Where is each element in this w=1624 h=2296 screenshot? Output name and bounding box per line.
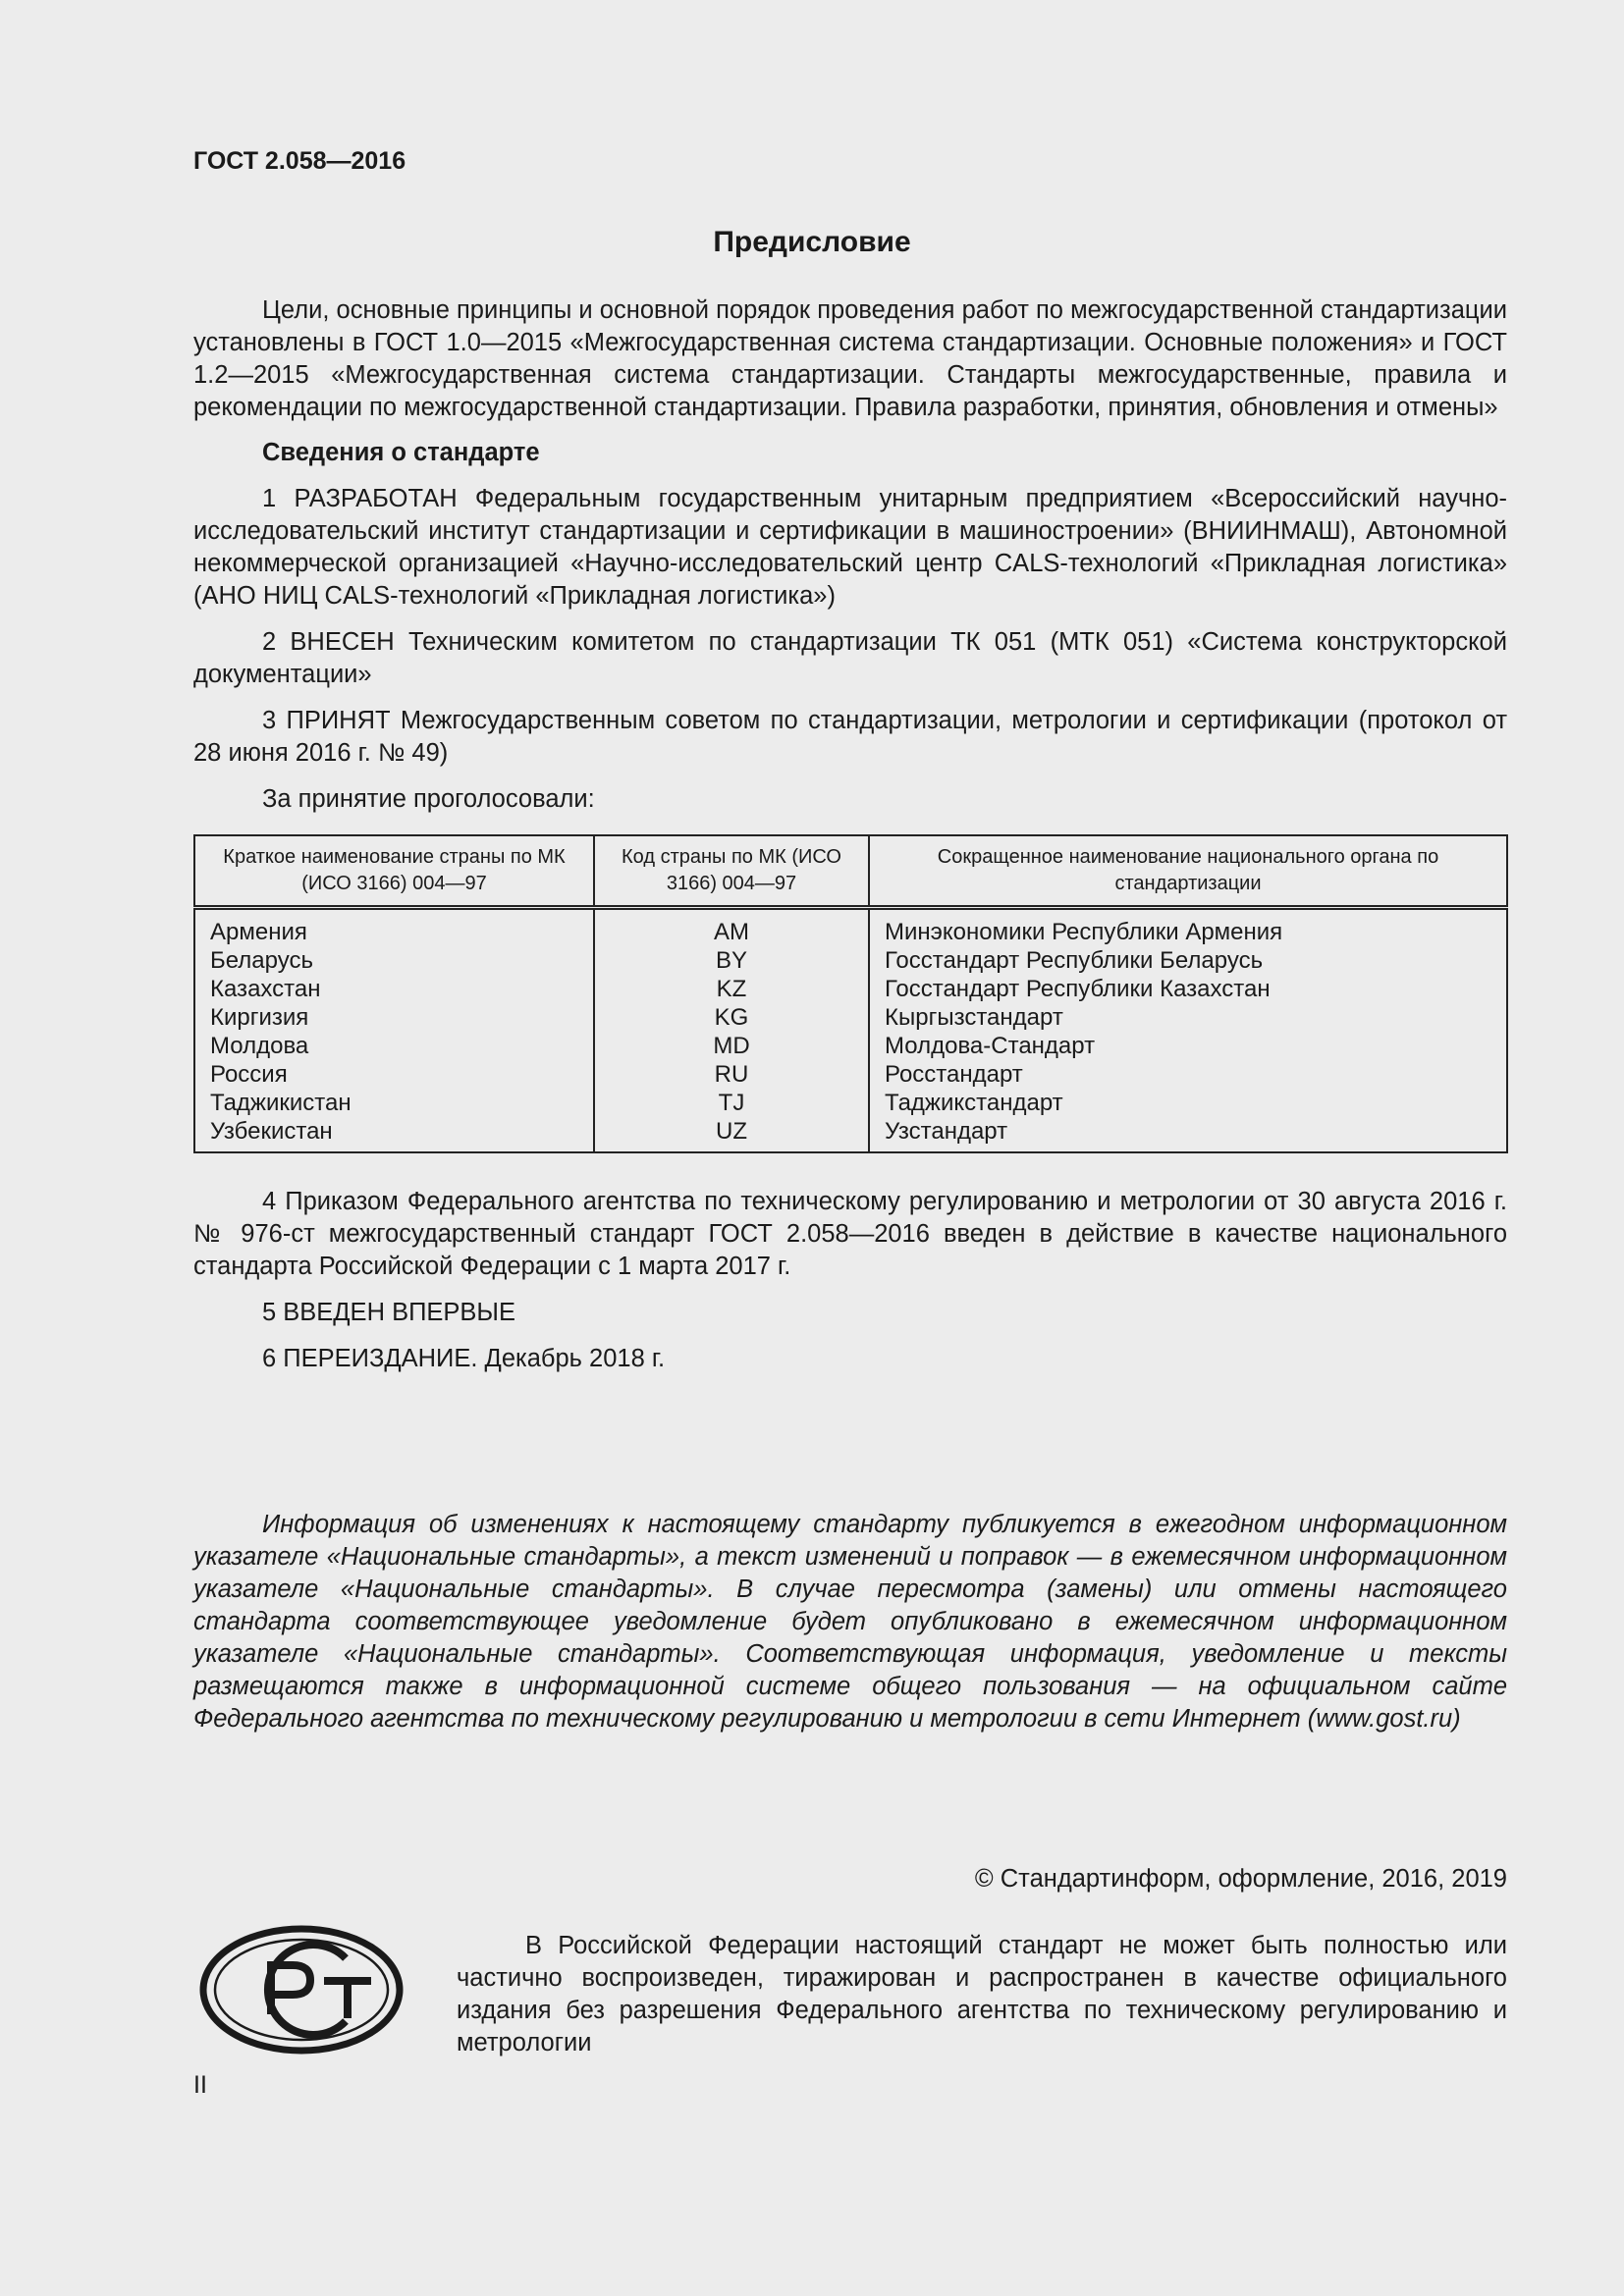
table-header-row: [194, 835, 1507, 908]
document-body: [193, 294, 1507, 1375]
national-body: Кыргызстандарт: [869, 1003, 1507, 1032]
header-country-code: Код страны по МК (ИСО 3166) 004—97: [594, 835, 869, 908]
table-row: [194, 1060, 1507, 1089]
country-code: TJ: [594, 1089, 869, 1117]
country-code: AM: [594, 908, 869, 947]
country-code: RU: [594, 1060, 869, 1089]
country-code: UZ: [594, 1117, 869, 1152]
rst-mark-icon: [198, 1924, 405, 2056]
copyright-line: © Стандартинформ, оформление, 2016, 2019: [974, 1865, 1507, 1893]
item-developed: 1 РАЗРАБОТАН Федеральным государственным унитарным предприятием «Всероссийский научно-исследовательский институт стандартизации и сертификации в машиностроении» (ВНИИНМАШ), Автономной некоммерческой организацией «Научно-исследовательский центр CALS-технологий «Прикладная логистика» (АНО НИЦ CALS-технологий «Прикладная логистика»): [193, 485, 1507, 610]
national-body: Росстандарт: [869, 1060, 1507, 1089]
national-body: Таджикстандарт: [869, 1089, 1507, 1117]
table-row: [194, 975, 1507, 1003]
intro-paragraph: Цели, основные принципы и основной порядок проведения работ по межгосударственной стандартизации установлены в ГОСТ 1.0—2015 «Межгосударственная система стандартизации. Основные положения» и ГОСТ 1.2—2015 «Межгосударственная система стандартизации. Стандарты межгосударственные, правила и рекомендации по межгосударственной стандартизации. Правила разработки, принятия, обновления и отмены»: [193, 296, 1507, 421]
national-body: Госстандарт Республики Беларусь: [869, 946, 1507, 975]
national-body: Минэкономики Республики Армения: [869, 908, 1507, 947]
country-code: MD: [594, 1032, 869, 1060]
country-name: Киргизия: [194, 1003, 594, 1032]
rights-text: В Российской Федерации настоящий стандарт не может быть полностью или частично воспроизведен, тиражирован и распространен в качестве официального издания без разрешения Федерального агентства по техническому регулированию и метрологии: [457, 1932, 1507, 2056]
country-code: BY: [594, 946, 869, 975]
national-body: Узстандарт: [869, 1117, 1507, 1152]
country-name: Узбекистан: [194, 1117, 594, 1152]
page-title: Предисловие: [713, 226, 911, 258]
document-code: ГОСТ 2.058—2016: [193, 147, 406, 175]
voting-label: За принятие проголосовали:: [262, 785, 595, 813]
table-row: [194, 1003, 1507, 1032]
table-row: [194, 1117, 1507, 1152]
rights-notice: [457, 1930, 1507, 2059]
country-name: Россия: [194, 1060, 594, 1089]
item-first-introduced: 5 ВВЕДЕН ВПЕРВЫЕ: [262, 1299, 516, 1326]
country-code: KZ: [594, 975, 869, 1003]
country-name: Беларусь: [194, 946, 594, 975]
item-adopted: 3 ПРИНЯТ Межгосударственным советом по стандартизации, метрологии и сертификации (протокол от 28 июня 2016 г. № 49): [193, 707, 1507, 767]
country-name: Молдова: [194, 1032, 594, 1060]
standard-info-heading: Сведения о стандарте: [262, 439, 540, 466]
country-name: Таджикистан: [194, 1089, 594, 1117]
national-body: Госстандарт Республики Казахстан: [869, 975, 1507, 1003]
item-submitted: 2 ВНЕСЕН Техническим комитетом по стандартизации ТК 051 (МТК 051) «Система конструкторской документации»: [193, 628, 1507, 688]
table-row: [194, 1032, 1507, 1060]
national-body: Молдова-Стандарт: [869, 1032, 1507, 1060]
item-order: 4 Приказом Федерального агентства по техническому регулированию и метрологии от 30 августа 2016 г. № 976-ст межгосударственный стандарт ГОСТ 2.058—2016 введен в действие в качестве национального стандарта Российской Федерации с 1 марта 2017 г.: [193, 1188, 1507, 1280]
header-country-name: Краткое наименование страны по МК (ИСО 3166) 004—97: [194, 835, 594, 908]
header-national-body: Сокращенное наименование национального органа по стандартизации: [869, 835, 1507, 908]
changes-notice: [193, 1509, 1507, 1735]
table-row: [194, 908, 1507, 947]
item-reissue: 6 ПЕРЕИЗДАНИЕ. Декабрь 2018 г.: [262, 1345, 666, 1372]
voting-table: [193, 834, 1508, 1153]
country-code: KG: [594, 1003, 869, 1032]
country-name: Казахстан: [194, 975, 594, 1003]
table-row: [194, 1089, 1507, 1117]
table-row: [194, 946, 1507, 975]
country-name: Армения: [194, 908, 594, 947]
notice-text: Информация об изменениях к настоящему стандарту публикуется в ежегодном информационном указателе «Национальные стандарты», а текст изменений и поправок — в ежемесячном информационном указателе «Национальные стандарты». В случае пересмотра (замены) или отмены настоящего стандарта соответствующее уведомление будет опубликовано в ежемесячном информационном указателе «Национальные стандарты». Соответствующая информация, уведомление и тексты размещаются также в информационной системе общего пользования — на официальном сайте Федерального агентства по техническому регулированию и метрологии в сети Интернет (www.gost.ru): [193, 1511, 1507, 1733]
page-number: II: [193, 2071, 207, 2099]
